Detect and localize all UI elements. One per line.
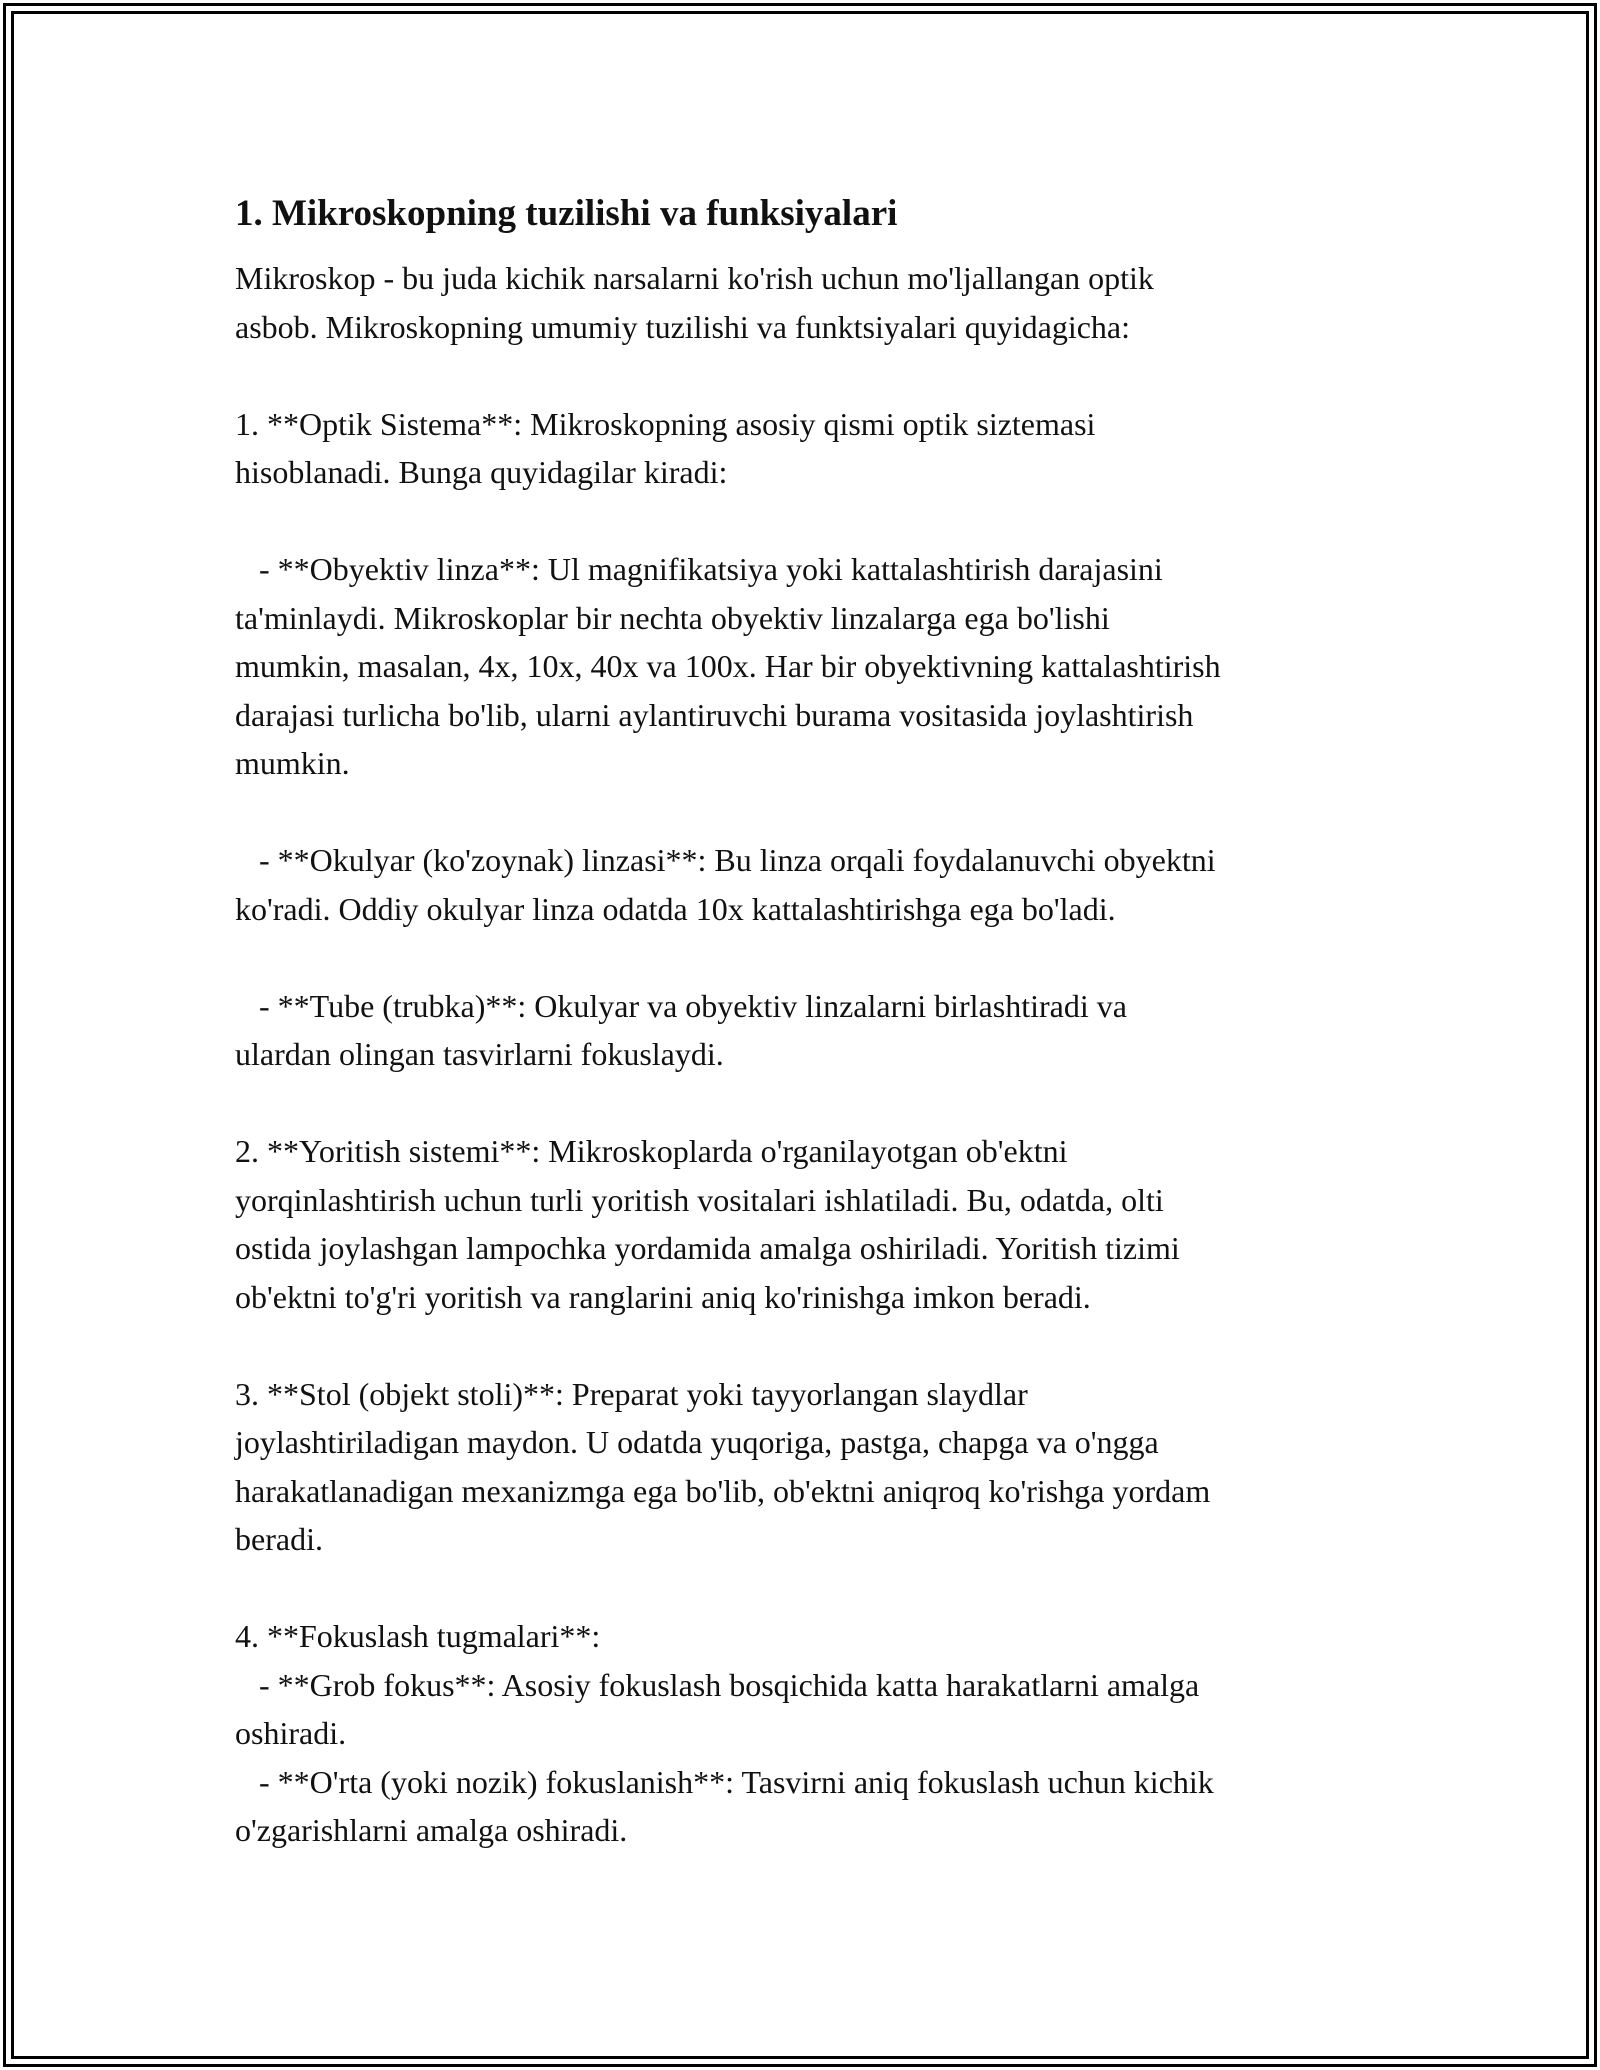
- document-content: [235, 186, 1365, 1855]
- document-title: 1. Mikroskopning tuzilishi va funksiyalari: [235, 193, 898, 234]
- document-body: Mikroskop - bu juda kichik narsalarni ko'rish uchun mo'ljallangan optik asbob. Mikroskopning umumiy tuzilishi va funktsiyalari quyidagicha: 1. **Optik Sistema**: Mikroskopning asosiy qismi optik siztemasi hisoblanadi. Bunga quyidagilar kiradi: - **Obyektiv linza**: Ul magnifikatsiya yoki kattalashtirish darajasini ta'minlaydi. Mikroskoplar bir nechta obyektiv linzalarga ega bo'lishi mumkin, masalan, 4x, 10x, 40x va 100x. Har bir obyektivning kattalashtirish darajasi turlicha bo'lib, ularni aylantiruvchi burama vositasida joylashtirish mumkin. - **Okulyar (ko'zoynak) linzasi**: Bu linza orqali foydalanuvchi obyektni ko'radi. Oddiy okulyar linza odatda 10x kattalashtirishga ega bo'ladi. - **Tube (trubka)**: Okulyar va obyektiv linzalarni birlashtiradi va ulardan olingan tasvirlarni fokuslaydi. 2. **Yoritish sistemi**: Mikroskoplarda o'rganilayotgan ob'ektni yorqinlashtirish uchun turli yoritish vositalari ishlatiladi. Bu, odatda, olti ostida joylashgan lampochka yordamida amalga oshiriladi. Yoritish tizimi ob'ektni to'g'ri yoritish va ranglarini aniq ko'rinishga imkon beradi. 3. **Stol (objekt stoli)**: Preparat yoki tayyorlangan slaydlar joylashtiriladigan maydon. U odatda yuqoriga, pastga, chapga va o'ngga harakatlanadigan mexanizmga ega bo'lib, ob'ektni aniqroq ko'rishga yordam beradi. 4. **Fokuslash tugmalari**: - **Grob fokus**: Asosiy fokuslash bosqichida katta harakatlarni amalga oshiradi. - **O'rta (yoki nozik) fokuslanish**: Tasvirni aniq fokuslash uchun kichik o'zgarishlarni amalga oshiradi.: [235, 260, 1221, 1848]
